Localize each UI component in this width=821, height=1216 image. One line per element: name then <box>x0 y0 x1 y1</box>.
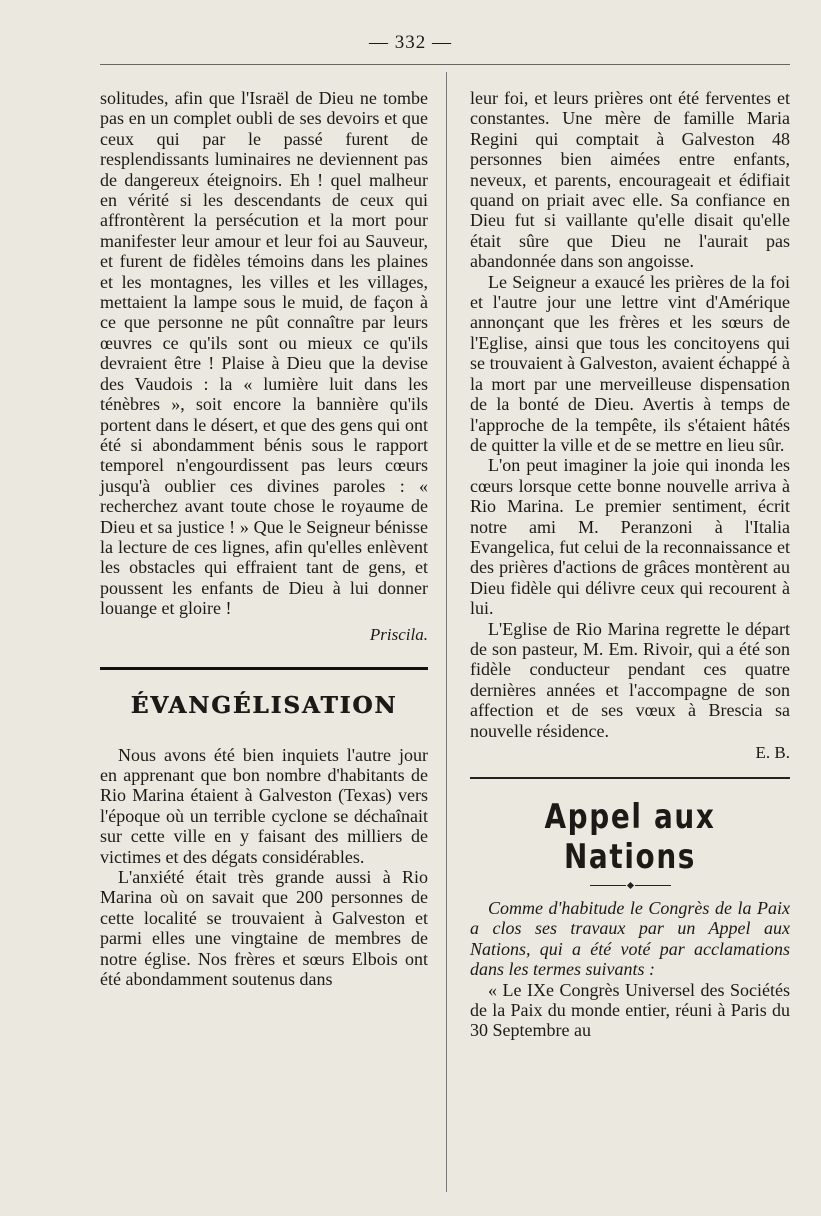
right-paragraph-1: leur foi, et leurs prières ont été ferventes et constantes. Une mère de famille Maria Regini qui comptait à Galveston 48 personnes bien aimées entre enfants, neveux, et parents, encourageait et édifiait quand on priait avec elle. Sa confiance en Dieu fut si vaillante qu'elle disait qu'elle était sûre que Dieu ne l'aurait pas abandonnée dans son angoisse. <box>470 88 790 272</box>
ornament-divider <box>470 883 790 888</box>
right-column <box>470 88 790 1041</box>
ornament-line-right <box>635 885 671 886</box>
header-rule <box>100 64 790 65</box>
left-paragraph-1: solitudes, afin que l'Israël de Dieu ne tombe pas en un complet oubli de ses devoirs et que ceux qui par le passé furent de resplendissants luminaires ne deviennent pas de dangereux éteignoirs. Eh ! quel malheur en vérité si les descendants de ceux qui affrontèrent la persécution et la mort pour manifester leur amour et leur foi au Sauveur, et furent de fidèles témoins dans les plaines et les montagnes, les villes et les villages, mettaient la lampe sous le muid, de façon à ce que personne ne pût connaître par leurs œuvres ce qu'ils sont ou mieux ce qu'ils devraient être ! Plaise à Dieu que la devise des Vaudois : la « lumière luit dans les ténèbres », soit encore la bannière qu'ils portent dans le désert, et que des gens qui ont été si abondamment bénis sous le rapport temporel n'engourdissent pas leurs cœurs jusqu'à oublier ces divines paroles : « recherchez avant toute chose le royaume de Dieu et sa justice ! » Que le Seigneur bénisse la lecture de ces lignes, afin qu'elles enlèvent les obstacles qui effraient tant de gens, et poussent les enfants de Dieu à lui donner louange et gloire ! <box>100 88 428 619</box>
left-column <box>100 88 428 989</box>
signature-eb: E. B. <box>755 743 790 762</box>
right-paragraph-2: Le Seigneur a exaucé les prières de la foi et l'autre jour une lettre vint d'Amérique annonçant que les frères et les sœurs de l'Eglise, ainsi que tous les concitoyens qui se trouvaient à Galveston, avaient échappé à la mort par une merveilleuse dispensation de la bonté de Dieu. Avertis à temps de l'approche de la tempête, ils s'étaient hâtés de quitter la ville et de se mettre en lieu sûr. <box>470 271 790 455</box>
ornament-dot <box>626 882 633 889</box>
right-paragraph-3: L'on peut imaginer la joie qui inonda les cœurs lorsque cette bonne nouvelle arriva à Rio Marina. Le premier sentiment, écrit notre ami M. Peranzoni à l'Italia Evangelica, fut celui de la reconnaissance et des prières d'actions de grâces montèrent au Dieu fidèle qui délivre ceux qui recourent à lui. <box>470 455 790 619</box>
section-rule-right <box>470 777 790 779</box>
signature-priscila: Priscila. <box>369 624 428 644</box>
section-title-appel: Appel aux Nations <box>544 797 716 877</box>
ornament-line-left <box>590 885 626 886</box>
section-rule <box>100 667 428 670</box>
section-title-evangelisation: ÉVANGÉLISATION <box>130 691 398 719</box>
left-paragraph-3: L'anxiété était très grande aussi à Rio Marina où on savait que 200 personnes de cette localité se trouvaient à Galveston et parmi elles une vingtaine de membres de notre église. Nos frères et sœurs Elbois ont été abondamment soutenus dans <box>100 867 428 990</box>
column-divider <box>446 72 447 1192</box>
appel-intro: Comme d'habitude le Congrès de la Paix a clos ses travaux par un Appel aux Nations, qui a été voté par acclamations dans les termes suivants : <box>470 898 790 980</box>
left-paragraph-2: Nous avons été bien inquiets l'autre jour en apprenant que bon nombre d'habitants de Rio Marina étaient à Galveston (Texas) vers l'époque où un terrible cyclone se déchaînait sur cette ville en y faisant des milliers de victimes et des dégats considérables. <box>100 744 428 867</box>
page-number: — 332 — <box>369 32 452 53</box>
right-paragraph-4: L'Eglise de Rio Marina regrette le départ de son pasteur, M. Em. Rivoir, qui a été son fidèle conducteur pendant ces quatre dernières années et l'accompagne de son affection et de ses vœux à Brescia sa nouvelle résidence. <box>470 618 790 741</box>
right-paragraph-5: « Le IXe Congrès Universel des Sociétés de la Paix du monde entier, réuni à Paris du 30 Septembre au <box>470 979 790 1041</box>
